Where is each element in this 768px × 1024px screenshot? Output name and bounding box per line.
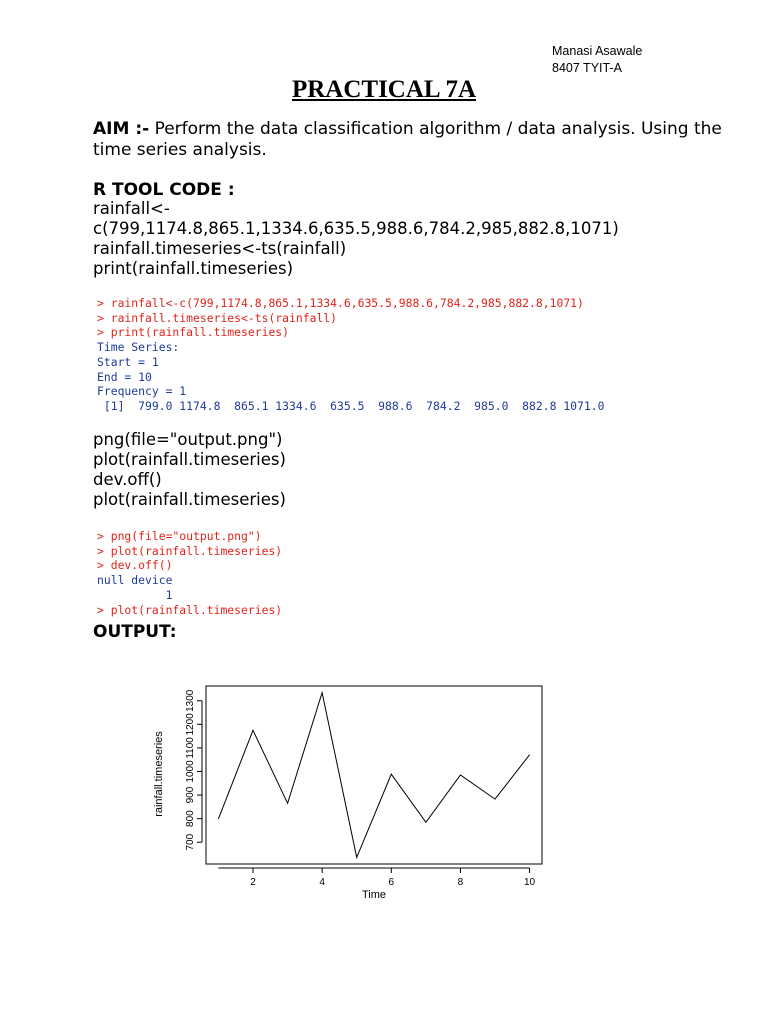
console-command: > rainfall.timeseries<-ts(rainfall) — [97, 310, 338, 325]
code-line: rainfall<- — [93, 199, 170, 218]
y-tick-label: 700 — [185, 833, 196, 851]
console-screenshot-2 — [97, 529, 282, 617]
plot-frame — [206, 686, 542, 864]
code-line: png(file="output.png") — [93, 430, 283, 449]
code-block-1 — [93, 199, 619, 279]
x-axis-label: Time — [361, 889, 387, 901]
console-command: > rainfall<-c(799,1174.8,865.1,1334.6,635.5,988.6,784.2,985,882.8,1071) — [97, 296, 584, 310]
x-tick-label: 8 — [457, 877, 464, 888]
code-line: c(799,1174.8,865.1,1334.6,635.5,988.6,784.2,985,882.8,1071) — [93, 219, 619, 238]
code-line: plot(rainfall.timeseries) — [93, 490, 286, 509]
console-output: End = 10 — [97, 369, 152, 384]
code-line: print(rainfall.timeseries) — [93, 259, 294, 278]
x-tick-label: 6 — [388, 877, 395, 888]
y-tick-label: 1100 — [185, 737, 196, 759]
console-screenshot-1 — [97, 296, 604, 414]
series-line — [218, 693, 529, 858]
aim-label: AIM :- — [93, 119, 150, 139]
console-output: [1] 799.0 1174.8 865.1 1334.6 635.5 988.6 784.2 985.0 882.8 1071.0 — [97, 398, 605, 413]
x-axis — [218, 868, 535, 888]
author-name: Manasi Asawale — [552, 44, 643, 58]
time-series-plot — [148, 680, 558, 910]
console-output: Time Series: — [97, 340, 180, 355]
code-heading: R TOOL CODE : — [93, 180, 235, 200]
aim-text: Perform the data classification algorithm / data analysis. Using the time series analysis. — [93, 119, 722, 160]
aim-paragraph — [93, 119, 733, 161]
y-axis — [185, 689, 202, 850]
author-id: 8407 TYIT-A — [552, 61, 622, 75]
console-command: > plot(rainfall.timeseries) — [97, 602, 283, 617]
output-heading: OUTPUT: — [93, 622, 177, 642]
console-command: > print(rainfall.timeseries) — [97, 325, 290, 340]
console-output: Frequency = 1 — [97, 384, 187, 399]
page-title: PRACTICAL 7A — [291, 76, 477, 103]
y-tick-label: 1200 — [185, 713, 196, 736]
y-tick-label: 1000 — [185, 760, 196, 783]
console-command: > dev.off() — [97, 558, 173, 573]
x-tick-label: 4 — [319, 877, 325, 888]
code-line: rainfall.timeseries<-ts(rainfall) — [93, 239, 347, 258]
code-block-2 — [93, 430, 286, 510]
y-axis-label: rainfall.timeseries — [153, 731, 165, 817]
x-tick-label: 10 — [523, 877, 536, 888]
console-command: > plot(rainfall.timeseries) — [97, 543, 283, 558]
console-output: 1 — [97, 587, 173, 602]
y-tick-label: 800 — [185, 810, 196, 827]
y-tick-label: 1300 — [185, 689, 196, 712]
console-output: Start = 1 — [97, 354, 159, 369]
code-line: dev.off() — [93, 470, 162, 489]
y-tick-label: 900 — [185, 786, 196, 804]
console-output: null device — [97, 573, 173, 588]
code-line: plot(rainfall.timeseries) — [93, 450, 286, 469]
x-tick-label: 2 — [250, 877, 256, 888]
console-command: > png(file="output.png") — [97, 529, 262, 543]
